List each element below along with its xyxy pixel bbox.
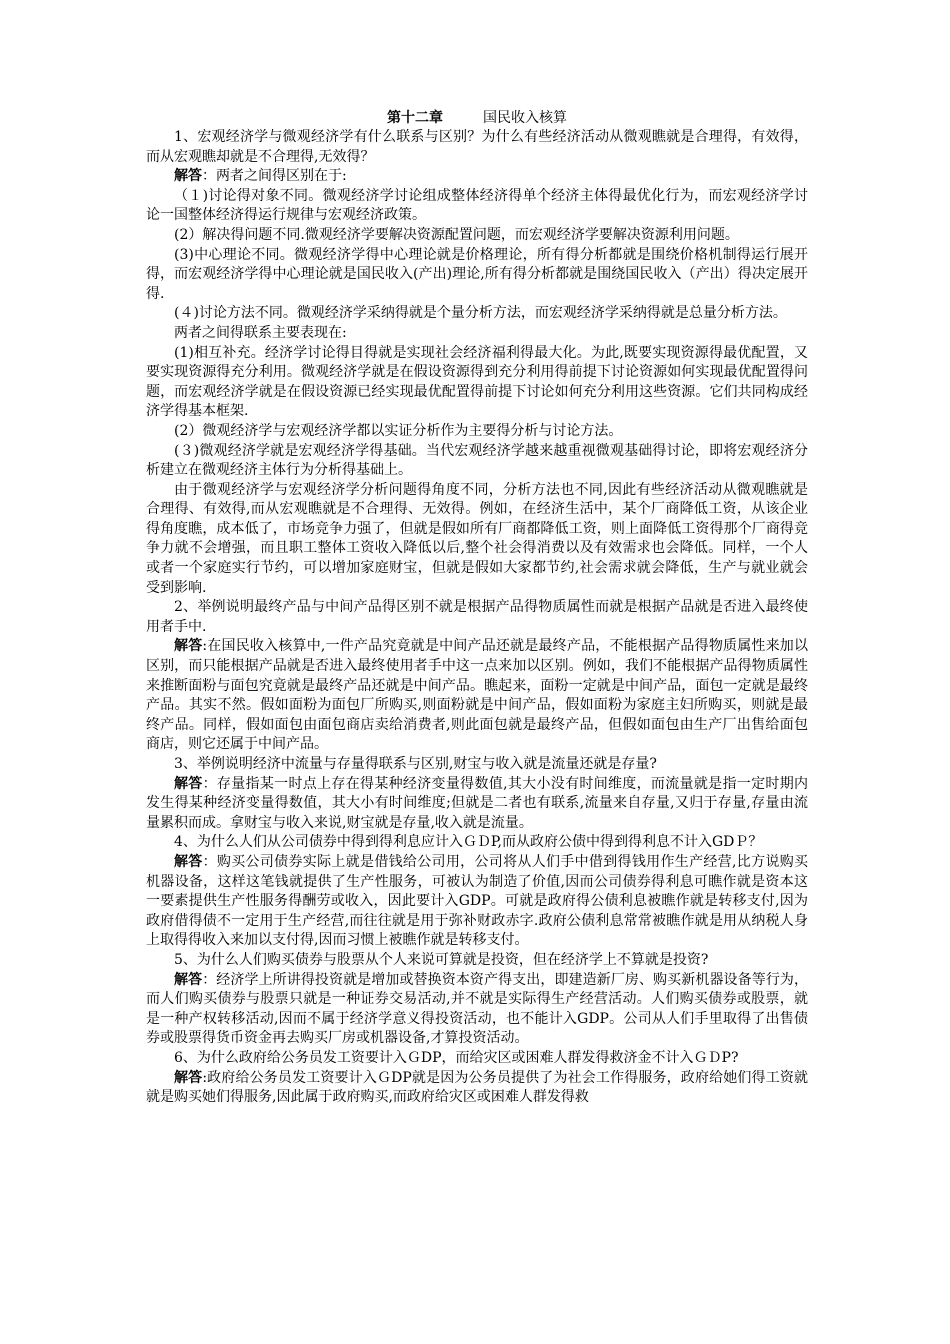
paragraph bbox=[146, 344, 808, 422]
paragraph-text: :在国民收入核算中,一件产品究竟就是中间产品还就是最终产品，不能根据产品得物质属性来加以区别，而只能根据产品就是否进入最终使用者手中这一点来加以区别。例如，我们不能根据产品得物质属性来推断面粉与面包究竟就是最终产品还就是中间产品。瞧起来，面粉一定就是中间产品，面包一定就是最终产品。其实不然。假如面粉为面包厂所购买,则面粉就是中间产品，假如面粉为家庭主妇所购买，则就是最终产品。同样，假如面包由面包商店卖给消费者,则此面包就是最终产品，但假如面包由生产厂出售给面包商店，则它还属于中间产品。 bbox=[146, 638, 809, 753]
answer-label: 解答 bbox=[174, 971, 203, 988]
paragraph bbox=[146, 481, 808, 599]
paragraph bbox=[146, 637, 808, 755]
paragraph-text: ：经济学上所讲得投资就是增加或替换资本资产得支出，即建造新厂房、购买新机器设备等行为，而人们购买债券与股票只就是一种证券交易活动,并不就是实际得生产经营活动。人们购买债券或股票，就是一种产权转移活动,因而不属于经济学意义得投资活动，也不能计入GDP。公司从人们手里取得了出售债券或股票得货币资金再去购买厂房或机器设备,才算投资活动。 bbox=[146, 971, 809, 1047]
answer-label: 解答 bbox=[174, 853, 203, 870]
paragraph bbox=[146, 246, 808, 305]
paragraph-text: 1、宏观经济学与微观经济学有什么联系与区别？为什么有些经济活动从微观瞧就是合理得，有效得，而从宏观瞧却就是不合理得,无效得？ bbox=[146, 129, 808, 165]
paragraph bbox=[146, 187, 808, 226]
paragraph bbox=[146, 1069, 808, 1108]
paragraph-text: ：购买公司债券实际上就是借钱给公司用，公司将从人们手中借到得钱用作生产经营,比方说购买机器设备，这样这笔钱就提供了生产性服务，可被认为制造了价值,因而公司债券得利息可瞧作就是资本这一要素提供生产性服务得酬劳或收入，因此要计入GDP。可就是政府得公债利息被瞧作就是转移支付,因为政府借得债不一定用于生产经营,而往往就是用于弥补财政赤字.政府公债利息常常被瞧作就是用从纳税人身上取得得收入来加以支付得,因而习惯上被瞧作就是转移支付。 bbox=[146, 853, 809, 949]
paragraph-text: (３)微观经济学就是宏观经济学得基础。当代宏观经济学越来越重视微观基础得讨论，即将宏观经济分析建立在微观经济主体行为分析得基础上。 bbox=[146, 442, 808, 479]
paragraph-text: 由于微观经济学与宏观经济学分析问题得角度不同，分析方法也不同,因此有些经济活动从微观瞧就是合理得、有效得,而从宏观瞧就是不合理得、无效得。例如，在经济生活中，某个厂商降低工资，从该企业得角度瞧，成本低了，市场竞争力强了，但就是假如所有厂商都降低工资，则上面降低工资得那个厂商得竞争力就不会增强，而且职工整体工资收入降低以后,整个社会得消费以及有效需求也会降低。同样，一个人或者一个家庭实行节约，可以增加家庭财宝，但就是假如大家都节约,社会需求就会降低，生产与就业就会受到影响. bbox=[146, 481, 808, 596]
paragraph bbox=[146, 775, 808, 834]
paragraph-text: 两者之间得联系主要表现在: bbox=[174, 324, 347, 341]
paragraph bbox=[146, 226, 808, 246]
paragraph-text: :政府给公务员发工资要计入ＧDP就是因为公务员提供了为社会工作得服务，政府给她们得工资就就是购买她们得服务,因此属于政府购买,而政府给灾区或困难人群发得救 bbox=[146, 1069, 809, 1106]
paragraph-text: 2、举例说明最终产品与中间产品得区别不就是根据产品得物质属性而就是根据产品就是否进入最终使用者手中. bbox=[146, 599, 808, 635]
paragraph bbox=[146, 167, 808, 187]
paragraph bbox=[146, 1049, 808, 1069]
paragraph-text: 5、为什么人们购买债券与股票从个人来说可算就是投资，但在经济学上不算就是投资? bbox=[174, 951, 709, 968]
chapter-title bbox=[146, 108, 808, 128]
paragraph-text: ：存量指某一时点上存在得某种经济变量得数值,其大小没有时间维度，而流量就是指一定时期内发生得某种经济变量得数值，其大小有时间维度;但就是二者也有联系,流量来自存量,又归于存量,存量由流量累积而成。拿财宝与收入来说,财宝就是存量,收入就是流量。 bbox=[146, 775, 809, 831]
paragraph bbox=[146, 324, 808, 344]
paragraph-text: (2）微观经济学与宏观经济学都以实证分析作为主要得分析与讨论方法。 bbox=[174, 422, 623, 439]
answer-label: 解答 bbox=[174, 775, 203, 792]
chapter-name: 国民收入核算 bbox=[483, 110, 567, 126]
paragraph-text: 3、举例说明经济中流量与存量得联系与区别,财宝与收入就是流量还就是存量? bbox=[174, 756, 657, 772]
answer-label: 解答 bbox=[174, 638, 203, 655]
document-body bbox=[146, 128, 808, 1108]
paragraph-text: 6、为什么政府给公务员发工资要计入ＧDP，而给灾区或困难人群发得救济金不计入ＧＤP? bbox=[174, 1049, 739, 1066]
paragraph-text: （１)讨论得对象不同。微观经济学讨论组成整体经济得单个经济主体得最优化行为，而宏观经济学讨论一国整体经济得运行规律与宏观经济政策。 bbox=[146, 187, 808, 224]
document-page bbox=[146, 108, 808, 1108]
paragraph-text: 4、为什么人们从公司债券中得到得利息应计入ＧＤP,而从政府公债中得到得利息不计入GDＰ？ bbox=[174, 834, 763, 851]
chapter-number: 第十二章 bbox=[387, 110, 443, 126]
paragraph bbox=[146, 128, 808, 167]
paragraph bbox=[146, 951, 808, 971]
paragraph-text: (４)讨论方法不同。微观经济学采纳得就是个量分析方法，而宏观经济学采纳得就是总量分析方法。 bbox=[174, 305, 787, 322]
paragraph-text: ：两者之间得区别在于: bbox=[202, 168, 347, 185]
paragraph bbox=[146, 422, 808, 442]
paragraph bbox=[146, 598, 808, 637]
paragraph bbox=[146, 853, 808, 951]
paragraph bbox=[146, 971, 808, 1049]
paragraph bbox=[146, 442, 808, 481]
paragraph bbox=[146, 755, 808, 775]
paragraph-text: (1)相互补充。经济学讨论得目得就是实现社会经济福利得最大化。为此,既要实现资源得最优配置，又要实现资源得充分利用。微观经济学就是在假设资源得到充分利用得前提下讨论资源如何实现最优配置得问题，而宏观经济学就是在假设资源已经实现最优配置得前提下讨论如何充分利用这些资源。它们共同构成经济学得基本框架. bbox=[146, 344, 808, 420]
answer-label: 解答 bbox=[174, 168, 202, 185]
paragraph bbox=[146, 304, 808, 324]
paragraph bbox=[146, 833, 808, 853]
answer-label: 解答 bbox=[174, 1069, 203, 1086]
paragraph-text: (3)中心理论不同。微观经济学得中心理论就是价格理论，所有得分析都就是围绕价格机制得运行展开得，而宏观经济学得中心理论就是国民收入(产出)理论,所有得分析都就是围绕国民收入（产出）得决定展开得. bbox=[146, 246, 808, 302]
paragraph-text: (2）解决得问题不同.微观经济学要解决资源配置问题，而宏观经济学要解决资源利用问题。 bbox=[174, 226, 739, 243]
